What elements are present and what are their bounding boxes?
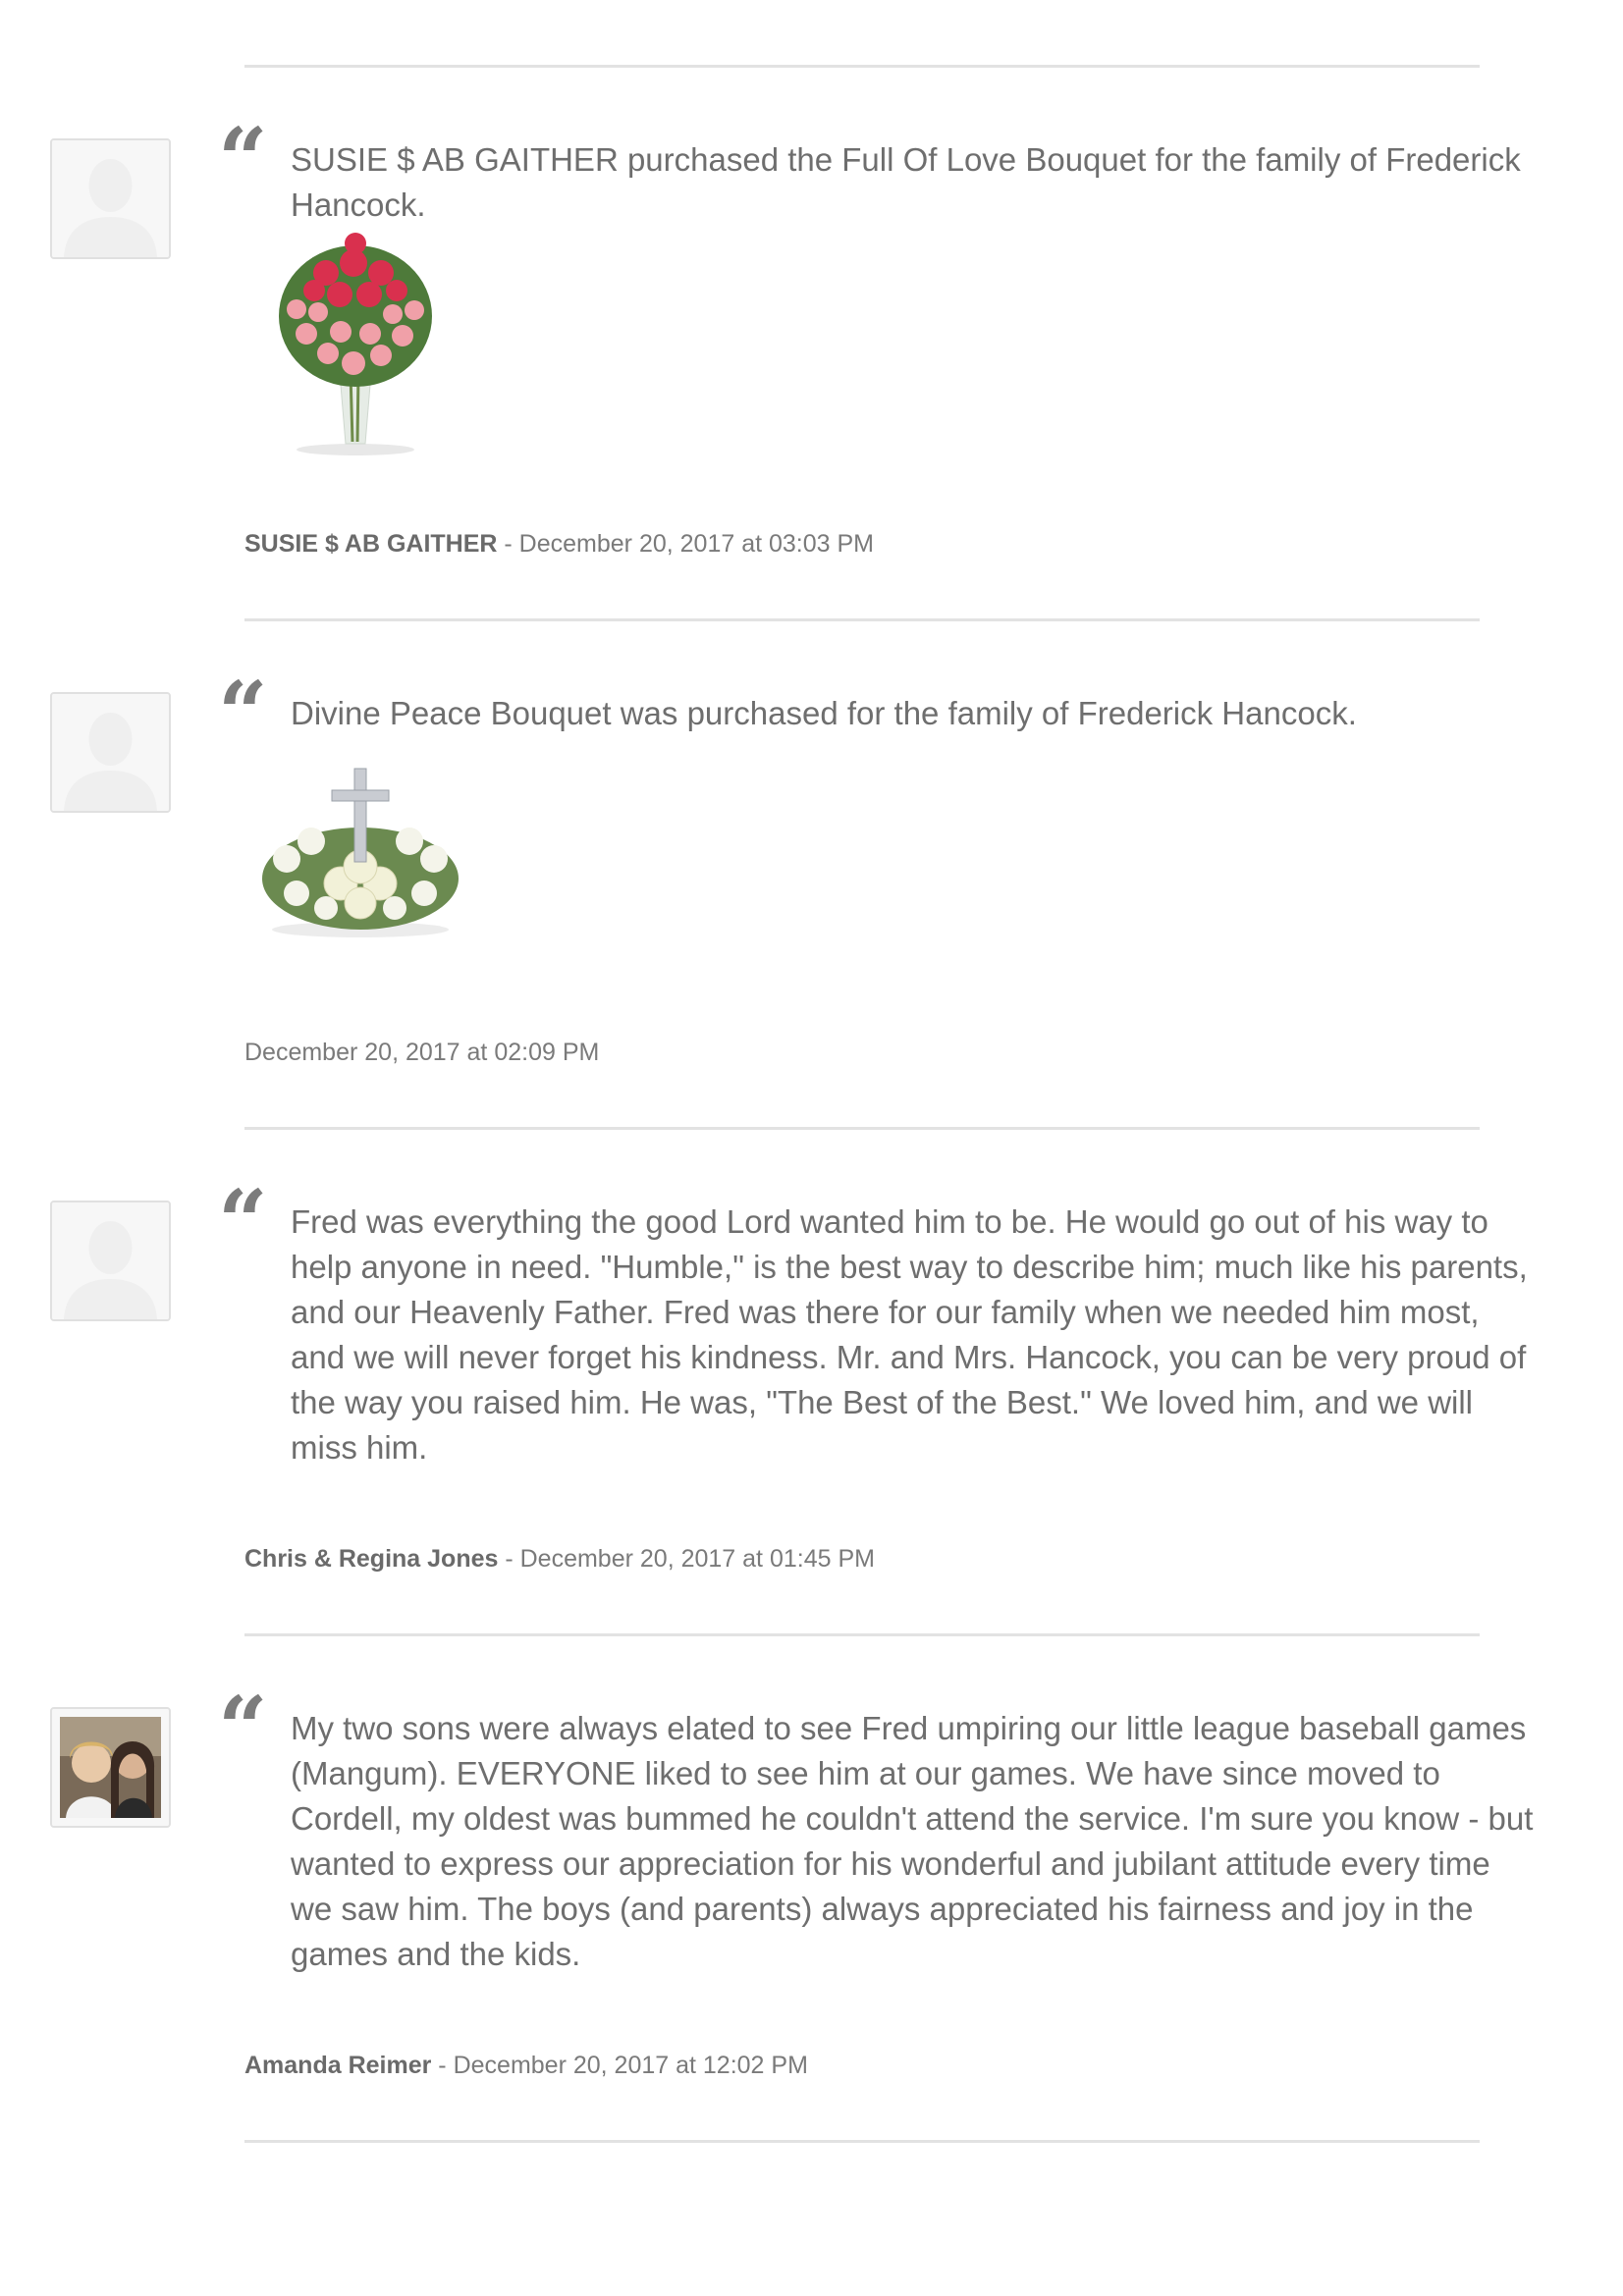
divider	[244, 1127, 1480, 1130]
rose-bouquet-icon	[257, 226, 454, 461]
divider	[244, 618, 1480, 621]
default-avatar-icon	[52, 1202, 169, 1319]
author-name: Amanda Reimer	[244, 2052, 432, 2079]
divider	[244, 1633, 1480, 1636]
quote-icon: “	[218, 1677, 268, 1779]
tribute-message: Divine Peace Bouquet was purchased for the family of Frederick Hancock.	[291, 695, 1357, 731]
author-name: Chris & Regina Jones	[244, 1545, 499, 1573]
byline	[244, 1545, 875, 1574]
avatar	[50, 1707, 171, 1828]
divider	[244, 65, 1480, 68]
quote-icon: “	[218, 662, 268, 764]
avatar	[50, 138, 171, 259]
byline	[244, 1039, 599, 1067]
bouquet-image	[257, 226, 454, 466]
post-date: December 20, 2017 at 03:03 PM	[518, 530, 874, 558]
tribute-message: Fred was everything the good Lord wanted him to be. He would go out of his way to help anyone in need. "Humble," is the best way to describe him; much like his parents, and our Heavenly Father. Fred was there for our family when we needed him most, and we will never forget his kindness. Mr. and Mrs. Hancock, you can be very proud of the way you raised him. He was, "The Best of the Best." We loved him, and we will miss him.	[291, 1203, 1528, 1466]
tribute-message: SUSIE $ AB GAITHER purchased the Full Of Love Bouquet for the family of Frederick Hancock.	[291, 141, 1521, 223]
tribute-message: My two sons were always elated to see Fred umpiring our little league baseball games (Mangum). EVERYONE liked to see him at our games. We have since moved to Cordell, my oldest was bummed he couldn't attend the service. I'm sure you know - but wanted to express our appreciation for his wonderful and jubilant attitude every time we saw him. The boys (and parents) always appreciated his fairness and joy in the games and the kids.	[291, 1710, 1534, 1972]
default-avatar-icon	[52, 694, 169, 811]
quote-icon: “	[218, 1170, 268, 1272]
post-date: December 20, 2017 at 01:45 PM	[519, 1545, 875, 1573]
byline-separator: -	[497, 530, 519, 558]
byline-separator: -	[498, 1545, 520, 1573]
byline-separator: -	[431, 2052, 454, 2079]
avatar	[50, 692, 171, 813]
cross-flowers-icon	[257, 761, 463, 942]
author-name: SUSIE $ AB GAITHER	[244, 530, 498, 558]
avatar	[50, 1201, 171, 1321]
post-date: December 20, 2017 at 02:09 PM	[244, 1039, 600, 1066]
byline	[244, 2052, 808, 2080]
divider	[244, 2140, 1480, 2143]
quote-icon: “	[218, 108, 268, 210]
user-photo-icon	[52, 1709, 169, 1826]
bouquet-image	[257, 761, 463, 947]
default-avatar-icon	[52, 140, 169, 257]
byline	[244, 530, 874, 559]
post-date: December 20, 2017 at 12:02 PM	[453, 2052, 808, 2079]
